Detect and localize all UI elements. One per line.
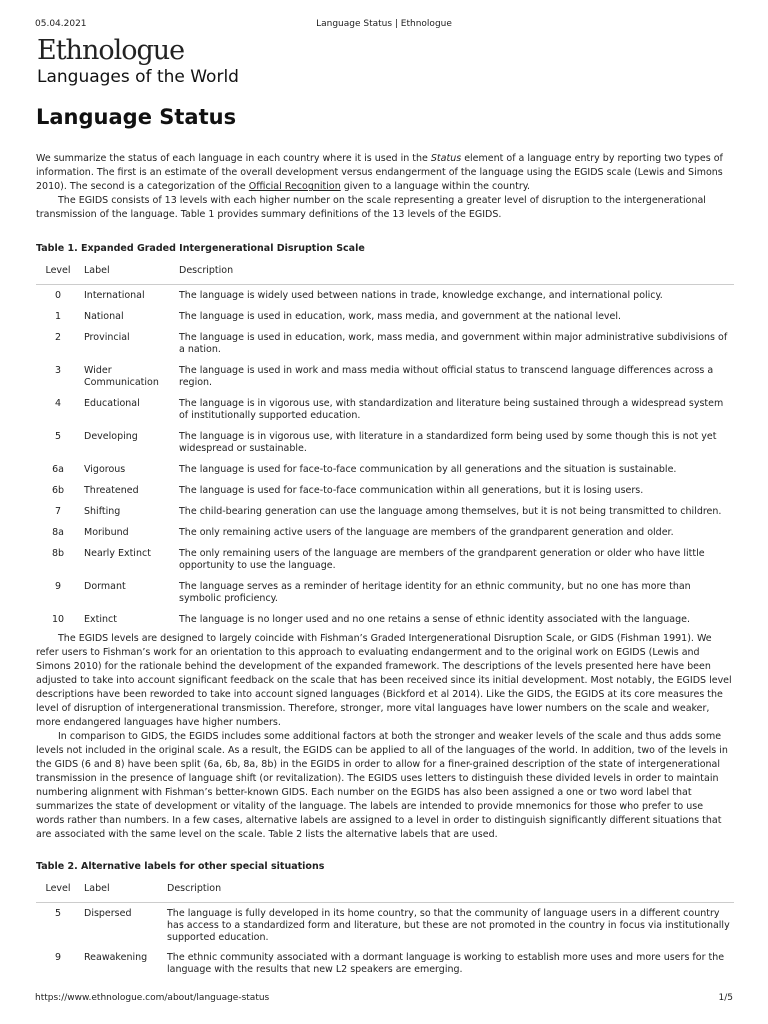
level-cell: 3: [54, 365, 62, 376]
print-page-number: 1/5: [718, 993, 733, 1003]
official-recognition-link[interactable]: Official Recognition: [248, 181, 341, 192]
level-cell: 8a: [52, 527, 64, 538]
article-content: [36, 152, 734, 979]
table-header-row: [36, 878, 734, 903]
description-cell: The ethnic community associated with a dormant language is working to establish more uses and more users for the language with the results that new L2 speakers are emerging.: [167, 952, 725, 975]
intro-paragraph-1: [36, 152, 734, 194]
description-cell: The language is used for face-to-face communication within all generations, but it is losing users.: [179, 485, 644, 496]
body-paragraph-1: The EGIDS levels are designed to largely coincide with Fishman’s Graded Intergenerational Disruption Scale, or GIDS (Fishman 1991). We refer users to Fishman’s work for an orientation to this approach to evaluating endangerment and to the original work on EGIDS (Lewis and Simons 2010) for the rationale behind the development of the expanded framework. The descriptions of the levels presented here have been adjusted to take into account significant feedback on the scale that has been received since its initial development. Most notably, the EGIDS level descriptions have been reworded to take into account signed languages (Bickford et al 2014). Like the GIDS, the EGIDS at its core measures the level of disruption of intergenerational transmission. Therefore, stronger, more vital languages have lower numbers on the scale and weaker, more endangered languages have higher numbers.: [36, 633, 732, 728]
table-row: [36, 522, 734, 543]
table-row: [36, 903, 734, 948]
level-cell: 6b: [51, 485, 65, 496]
body-paragraph-2: In comparison to GIDS, the EGIDS includes some additional factors at both the stronger and weaker levels of the scale and thus adds some levels not included in the original scale. As a result, the EGIDS can be applied to all of the languages of the world. In addition, two of the levels in the GIDS (6 and 8) have been split (6a, 6b, 8a, 8b) in the EGIDS in order to allow for a finer-grained description of the state of intergenerational transmission in the presence of language shift (or revitalization). The EGIDS uses letters to distinguish these divided levels in order to maintain numbering alignment with Fishman’s better-known GIDS. Each number on the EGIDS has also been assigned a one or two word label that summarizes the state of development or vitality of the language. The labels are intended to provide mnemonics for those who prefer to use words rather than numbers. In a few cases, alternative labels are assigned to a level in order to distinguish significantly different situations that are associated with the same level on the scale. Table 2 lists the alternative labels that are used.: [36, 731, 728, 840]
description-cell: The language is widely used between nations in trade, knowledge exchange, and international policy.: [179, 290, 663, 301]
level-cell: 0: [54, 290, 62, 301]
page-title: Language Status: [36, 105, 237, 129]
column-header-description: Description: [163, 878, 734, 903]
level-cell: 5: [54, 908, 62, 919]
label-cell: Reawakening: [84, 952, 148, 963]
label-cell: Dormant: [84, 581, 126, 592]
description-cell: The language is used for face-to-face communication by all generations and the situation is sustainable.: [179, 464, 677, 475]
intro-text: element of a language entry by reporting two types of information. The first is an estimate of the overall development versus endangerment of the language using the EGIDS scale (Lewis and Simons 2010). The second is a categorization of the: [36, 153, 723, 192]
level-cell: 5: [54, 431, 62, 442]
table-row: [36, 360, 734, 393]
table-row: [36, 327, 734, 360]
intro-text: We summarize the status of each language in each country where it is used in the: [36, 153, 431, 164]
label-cell: Moribund: [84, 527, 129, 538]
logo-name: Ethnologue: [37, 35, 185, 66]
table2-caption: Table 2. Alternative labels for other special situations: [36, 861, 325, 872]
level-cell: 4: [54, 398, 62, 409]
level-cell: 6a: [52, 464, 64, 475]
intro-text: given to a language within the country.: [340, 181, 531, 192]
column-header-level: Level: [36, 260, 80, 285]
label-cell: Vigorous: [84, 464, 126, 475]
table1-caption: Table 1. Expanded Graded Intergenerational Disruption Scale: [36, 243, 365, 254]
description-cell: The language serves as a reminder of heritage identity for an ethnic community, but no one has more than symbolic proficiency.: [179, 581, 691, 604]
level-cell: 10: [51, 614, 65, 625]
description-cell: The language is used in education, work, mass media, and government at the national level.: [179, 311, 622, 322]
level-cell: 8b: [51, 548, 65, 559]
alternative-labels-table: [36, 878, 734, 979]
column-header-description: Description: [175, 260, 734, 285]
table-row: [36, 576, 734, 609]
label-cell: Dispersed: [84, 908, 132, 919]
level-cell: 2: [54, 332, 62, 343]
description-cell: The language is used in education, work, mass media, and government within major administrative subdivisions of a nation.: [179, 332, 728, 355]
table-row: [36, 609, 734, 630]
description-cell: The language is used in work and mass media without official status to transcend language differences across a region.: [179, 365, 714, 388]
column-header-level: Level: [36, 878, 80, 903]
column-header-label: Label: [80, 260, 175, 285]
label-cell: Extinct: [84, 614, 117, 625]
print-url: https://www.ethnologue.com/about/language-status: [35, 993, 270, 1003]
ethnologue-logo[interactable]: [37, 36, 239, 87]
label-cell: Educational: [84, 398, 140, 409]
table-row: [36, 285, 734, 307]
description-cell: The only remaining users of the language are members of the grandparent generation or older who have little opportunity to use the language.: [179, 548, 705, 571]
description-cell: The language is no longer used and no one retains a sense of ethnic identity associated with the language.: [179, 614, 690, 625]
description-cell: The only remaining active users of the language are members of the grandparent generation and older.: [179, 527, 674, 538]
level-cell: 7: [54, 506, 62, 517]
table-row: [36, 459, 734, 480]
logo-tagline: Languages of the World: [37, 67, 239, 87]
table-row: [36, 543, 734, 576]
label-cell: Shifting: [84, 506, 121, 517]
label-cell: Nearly Extinct: [84, 548, 151, 559]
label-cell: Wider Communication: [84, 365, 159, 388]
description-cell: The language is fully developed in its home country, so that the community of language users in a different country has access to a standardized form and literature, but these are not promoted in the country in focus via institutionally supported education.: [167, 908, 730, 943]
table-row: [36, 480, 734, 501]
print-page-title: Language Status | Ethnologue: [316, 19, 452, 29]
table-row: [36, 947, 734, 979]
column-header-label: Label: [80, 878, 163, 903]
label-cell: Provincial: [84, 332, 130, 343]
table-row: [36, 501, 734, 522]
level-cell: 1: [54, 311, 62, 322]
description-cell: The language is in vigorous use, with standardization and literature being sustained through a widespread system of institutionally supported education.: [179, 398, 724, 421]
table-row: [36, 306, 734, 327]
label-cell: National: [84, 311, 124, 322]
print-date: 05.04.2021: [35, 19, 87, 29]
level-cell: 9: [54, 581, 62, 592]
status-term: Status: [430, 153, 462, 164]
label-cell: Threatened: [84, 485, 139, 496]
description-cell: The language is in vigorous use, with literature in a standardized form being used by some though this is not yet widespread or sustainable.: [179, 431, 717, 454]
egids-table: [36, 260, 734, 630]
intro-paragraph-2: The EGIDS consists of 13 levels with each higher number on the scale representing a greater level of disruption to the intergenerational transmission of the language. Table 1 provides summary definitions of the 13 levels of the EGIDS.: [36, 195, 706, 220]
table-row: [36, 426, 734, 459]
label-cell: International: [84, 290, 145, 301]
table-header-row: [36, 260, 734, 285]
level-cell: 9: [54, 952, 62, 963]
description-cell: The child-bearing generation can use the language among themselves, but it is not being transmitted to children.: [179, 506, 722, 517]
label-cell: Developing: [84, 431, 138, 442]
table-row: [36, 393, 734, 426]
